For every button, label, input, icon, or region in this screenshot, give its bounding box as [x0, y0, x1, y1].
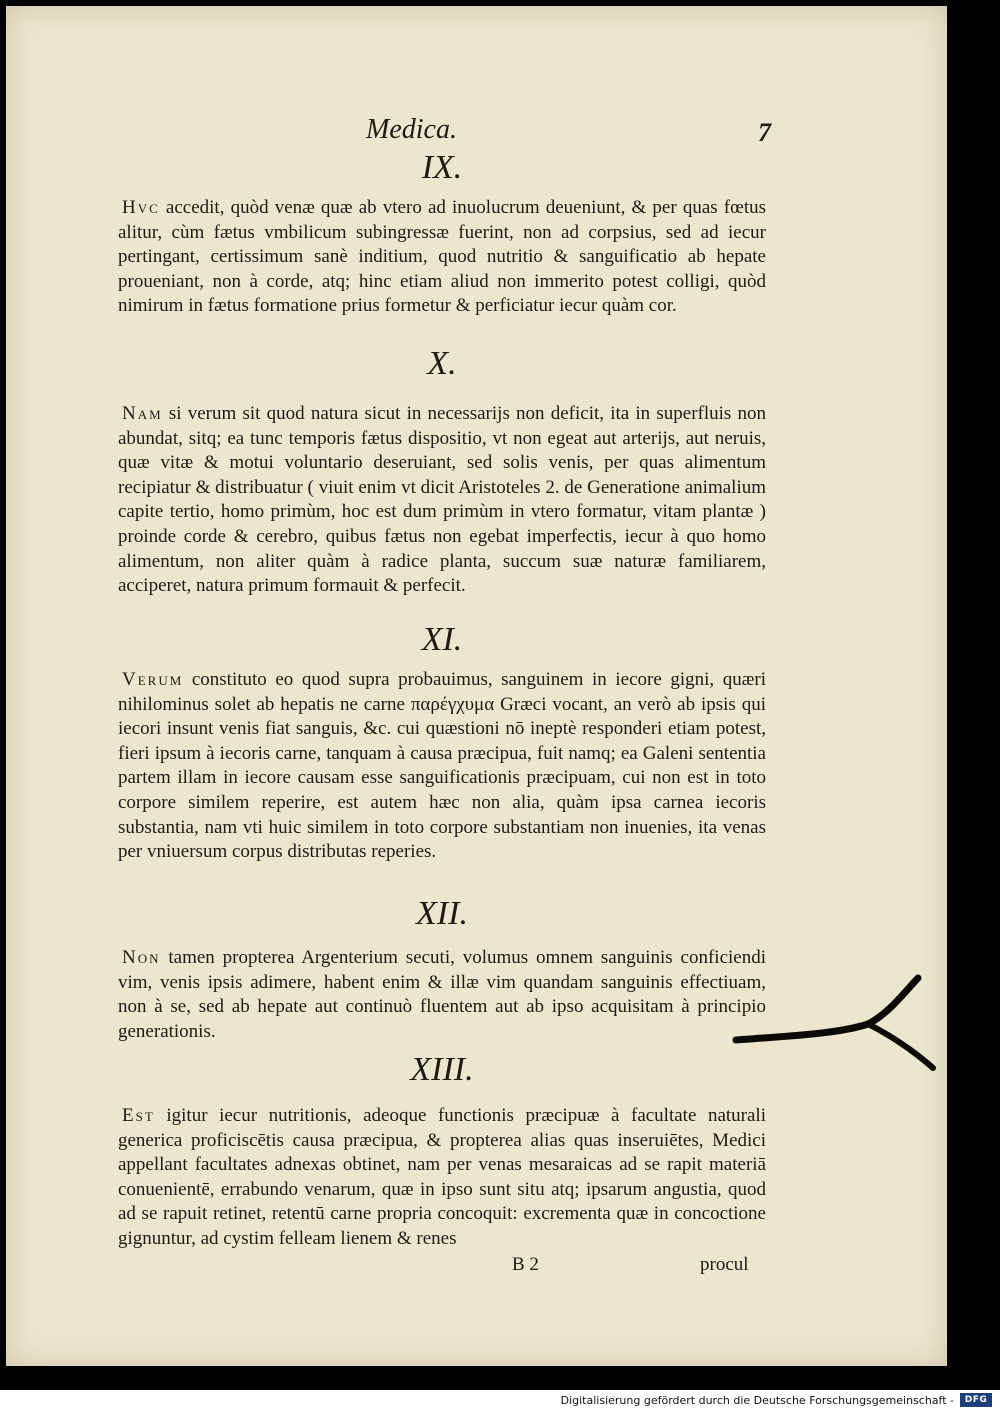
paragraph-lead-word: Non [122, 947, 161, 968]
paragraph-text: constituto eo quod supra probauimus, sanguinem in iecore gigni, quæri nihilominus solet ab hepatis ne carne παρέγχυμα Græci vocant, an verò ab ipsis qui iecori insunt venis fiat sanguis, &c. cui quæstioni nō ineptè responderi etiam potest, fieri ipsum à iecoris carne, tanquam à causa præcipua, fuit namq; ea Galeni sententia partem illam in iecore causam esse sanguificationis præcipuam, cui non est in toto corpore similem reperire, est autem hæc non alia, quàm ipsa carnea iecoris substantia, nam vti huic similem in toto corpore substantiam non inuenies, ita venas per vniuersum corpus distributas reperies. [118, 669, 766, 863]
paragraph-text: accedit, quòd venæ quæ ab vtero ad inuolucrum deueniunt, & per quas fœtus alitur, cùm fætus vmbilicum subingressæ fuerint, non ad corpsius, sed ad iecur pertingant, certissimum sanè inditium, quod nutritio & sanguificatio ab hepate proueniant, non à corde, atq; hinc etiam aliud non immerito potest colligi, quòd nimirum in fætus formatione prius formetur & perficiatur iecur quàm cor. [118, 197, 766, 317]
section-numeral-ix: IX. [421, 149, 463, 186]
section-paragraph-x [118, 402, 766, 599]
signature-mark: B 2 [512, 1254, 539, 1275]
paragraph-lead-word: Est [122, 1105, 155, 1126]
ink-pen-mark-icon [728, 972, 943, 1077]
paragraph-text: igitur iecur nutritionis, adeoque functionis præcipuæ à facultate naturali generica proficiscētis causa præcipua, & propterea alias quas inseruiētes, Medici appellant facultates adnexas obtinet, nam per venas mesaraicas ad se rapit materiā conuenientē, errabundo venarum, quæ in ipso sunt situ atq; ipsarum angustia, quod ad se rapuit retinet, retentū carne propria concoquit: excrementa quæ in concoctione gignuntur, ad cystim felleam lienem & renes [118, 1105, 766, 1249]
paragraph-lead-word: Verum [122, 669, 184, 690]
paragraph-text: tamen propterea Argenterium secuti, volumus omnem sanguinis conficiendi vim, venis ipsis adimere, habent enim & illæ vim quandam sanguinis effectiuam, non à se, sed ab hepate aut continuò fluentem aut ab ipso acquisitam à principio generationis. [118, 947, 766, 1042]
section-paragraph-xiii [118, 1104, 766, 1252]
digitization-footer [561, 1392, 992, 1408]
running-head: Medica. [366, 114, 457, 145]
section-numeral-xiii: XIII. [410, 1051, 474, 1088]
section-numeral-xii: XII. [416, 895, 468, 932]
section-paragraph-xii [118, 946, 766, 1044]
page-number: 7 [758, 118, 771, 147]
dfg-logo-icon: DFG [960, 1393, 992, 1407]
section-numeral-x: X. [427, 345, 457, 382]
scanned-page [6, 6, 947, 1366]
digitization-note: Digitalisierung gefördert durch die Deutsche Forschungsgemeinschaft - [560, 1393, 954, 1407]
catchword: procul [700, 1254, 749, 1275]
section-paragraph-xi [118, 668, 766, 865]
section-paragraph-ix [118, 196, 766, 319]
paragraph-lead-word: Hvc [122, 197, 160, 218]
paragraph-text: si verum sit quod natura sicut in necessarijs non deficit, ita in superfluis non abundat, sitq; ea tunc temporis fætus dispositio, vt non egeat aut arterijs, aut neruis, quæ vitæ & motui voluntario deseruiant, sed solis venis, per quas alimentum recipiatur & distribuatur ( viuit enim vt dicit Aristoteles 2. de Generatione animalium capite tertio, homo primùm, hoc est dum primùm in vtero formatur, vitam plantæ ) proinde corde & cerebro, quibus fætus non egebat imperfectis, iecur à quo homo alimentum, non aliter quàm à radice planta, succum suæ naturæ familiarem, acciperet, natura primum formauit & perfecit. [118, 403, 766, 597]
section-numeral-xi: XI. [421, 621, 463, 658]
paragraph-lead-word: Nam [122, 403, 163, 424]
